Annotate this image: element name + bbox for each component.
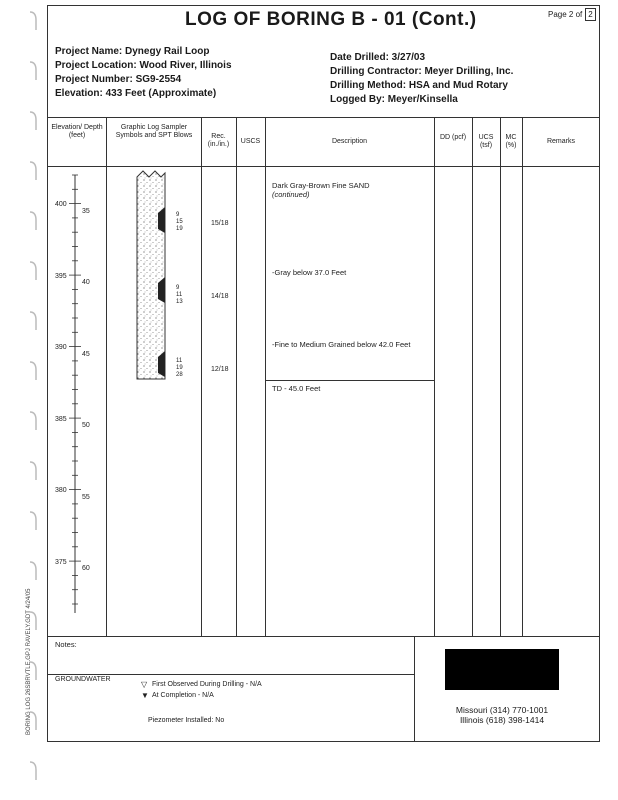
completion-icon: ▼ <box>141 691 149 700</box>
col-rec: Rec. (in./in.) <box>207 133 230 148</box>
rec-3: 12/18 <box>211 366 229 373</box>
col-line-3 <box>236 117 237 636</box>
groundwater-completion: At Completion - N/A <box>152 692 214 699</box>
desc-gray: -Gray below 37.0 Feet <box>272 268 347 277</box>
contact-block <box>440 705 564 725</box>
depth-tick-label: 45 <box>82 350 90 358</box>
spt-blow-2-1: 9 <box>176 285 180 291</box>
sand-unit-graphic <box>137 171 165 379</box>
elevation-tick-label: 400 <box>55 201 67 208</box>
elevation-tick-label: 380 <box>55 487 67 494</box>
spt-blow-2-3: 13 <box>176 299 183 305</box>
desc-continued: (continued) <box>272 190 310 199</box>
project-number: Project Number: SG9-2554 <box>55 74 182 85</box>
project-elevation: Elevation: 433 Feet (Approximate) <box>55 88 217 99</box>
depth-tick-label: 55 <box>82 493 90 501</box>
depth-ruler <box>48 167 106 636</box>
col-mc: MC (%) <box>505 134 517 149</box>
project-name: Project Name: Dynegy Rail Loop <box>55 46 210 57</box>
logged-by: Logged By: Meyer/Kinsella <box>330 94 458 105</box>
col-description: Description <box>331 138 367 145</box>
col-elevation: Elevation/ Depth (feet) <box>51 124 103 139</box>
first-observed-icon: ▽ <box>141 680 148 689</box>
col-line-7 <box>500 117 501 636</box>
elevation-tick-label: 385 <box>55 415 67 423</box>
col-line-2 <box>201 117 202 636</box>
desc-sand: Dark Gray-Brown Fine SAND <box>272 181 370 190</box>
groundwater-label: GROUNDWATER <box>55 676 111 683</box>
depth-tick-label: 35 <box>82 207 90 215</box>
graphic-log <box>107 167 201 387</box>
spt-blow-1-3: 19 <box>176 226 183 232</box>
contact-illinois: Illinois (618) 398-1414 <box>459 715 545 725</box>
notes-label: Notes: <box>55 640 77 649</box>
elevation-tick-label: 395 <box>55 272 67 280</box>
piezometer-installed: Piezometer Installed: No <box>148 717 225 724</box>
page-title: LOG OF BORING B - 01 (Cont.) <box>185 9 477 30</box>
date-drilled: Date Drilled: 3/27/03 <box>330 52 426 63</box>
elevation-tick-label: 390 <box>55 344 67 351</box>
notes-divider <box>47 674 414 675</box>
spt-blow-1-1: 9 <box>176 212 180 218</box>
redacted-logo <box>445 649 559 690</box>
depth-tick-label: 50 <box>82 422 90 430</box>
spt-blow-3-3: 28 <box>176 372 183 378</box>
col-line-6 <box>472 117 473 636</box>
rec-1: 15/18 <box>211 220 229 227</box>
depth-tick-label: 60 <box>82 565 90 573</box>
desc-total-depth: TD - 45.0 Feet <box>272 384 321 393</box>
col-line-8 <box>522 117 523 636</box>
spt-blow-1-2: 15 <box>176 219 183 225</box>
elevation-tick-label: 375 <box>55 558 67 566</box>
project-location: Project Location: Wood River, Illinois <box>55 60 232 71</box>
drilling-method: Drilling Method: HSA and Mud Rotary <box>330 80 508 91</box>
spt-blow-3-1: 11 <box>176 358 183 364</box>
col-line-5 <box>434 117 435 636</box>
table-top-line <box>47 117 600 118</box>
rec-2: 14/18 <box>211 293 229 300</box>
table-bottom-line <box>47 636 600 637</box>
drilling-contractor: Drilling Contractor: Meyer Drilling, Inc. <box>330 66 514 77</box>
col-remarks: Remarks <box>546 138 575 145</box>
td-line <box>265 380 434 381</box>
page-total: 2 <box>585 8 596 21</box>
col-dd: DD (pcf) <box>439 134 467 141</box>
page-label: Page 2 of <box>548 10 583 19</box>
side-footer-text: BORING LOG 26SBRVTLE.GPJ RAVELY.GDT 4/24/05 <box>26 588 32 735</box>
col-graphic: Graphic Log Sampler Symbols and SPT Blows <box>115 124 193 139</box>
desc-fine-medium: -Fine to Medium Grained below 42.0 Feet <box>272 340 411 349</box>
col-uscs: USCS <box>240 138 261 145</box>
spt-blow-3-2: 19 <box>176 365 183 371</box>
col-line-4 <box>265 117 266 636</box>
col-ucs: UCS (tsf) <box>478 134 494 149</box>
groundwater-first: First Observed During Drilling - N/A <box>152 681 262 688</box>
spt-blow-2-2: 11 <box>176 292 183 298</box>
contact-missouri: Missouri (314) 770-1001 <box>455 705 549 715</box>
binder-margin <box>0 0 44 800</box>
depth-tick-label: 40 <box>82 279 90 287</box>
contact-divider <box>414 636 415 742</box>
